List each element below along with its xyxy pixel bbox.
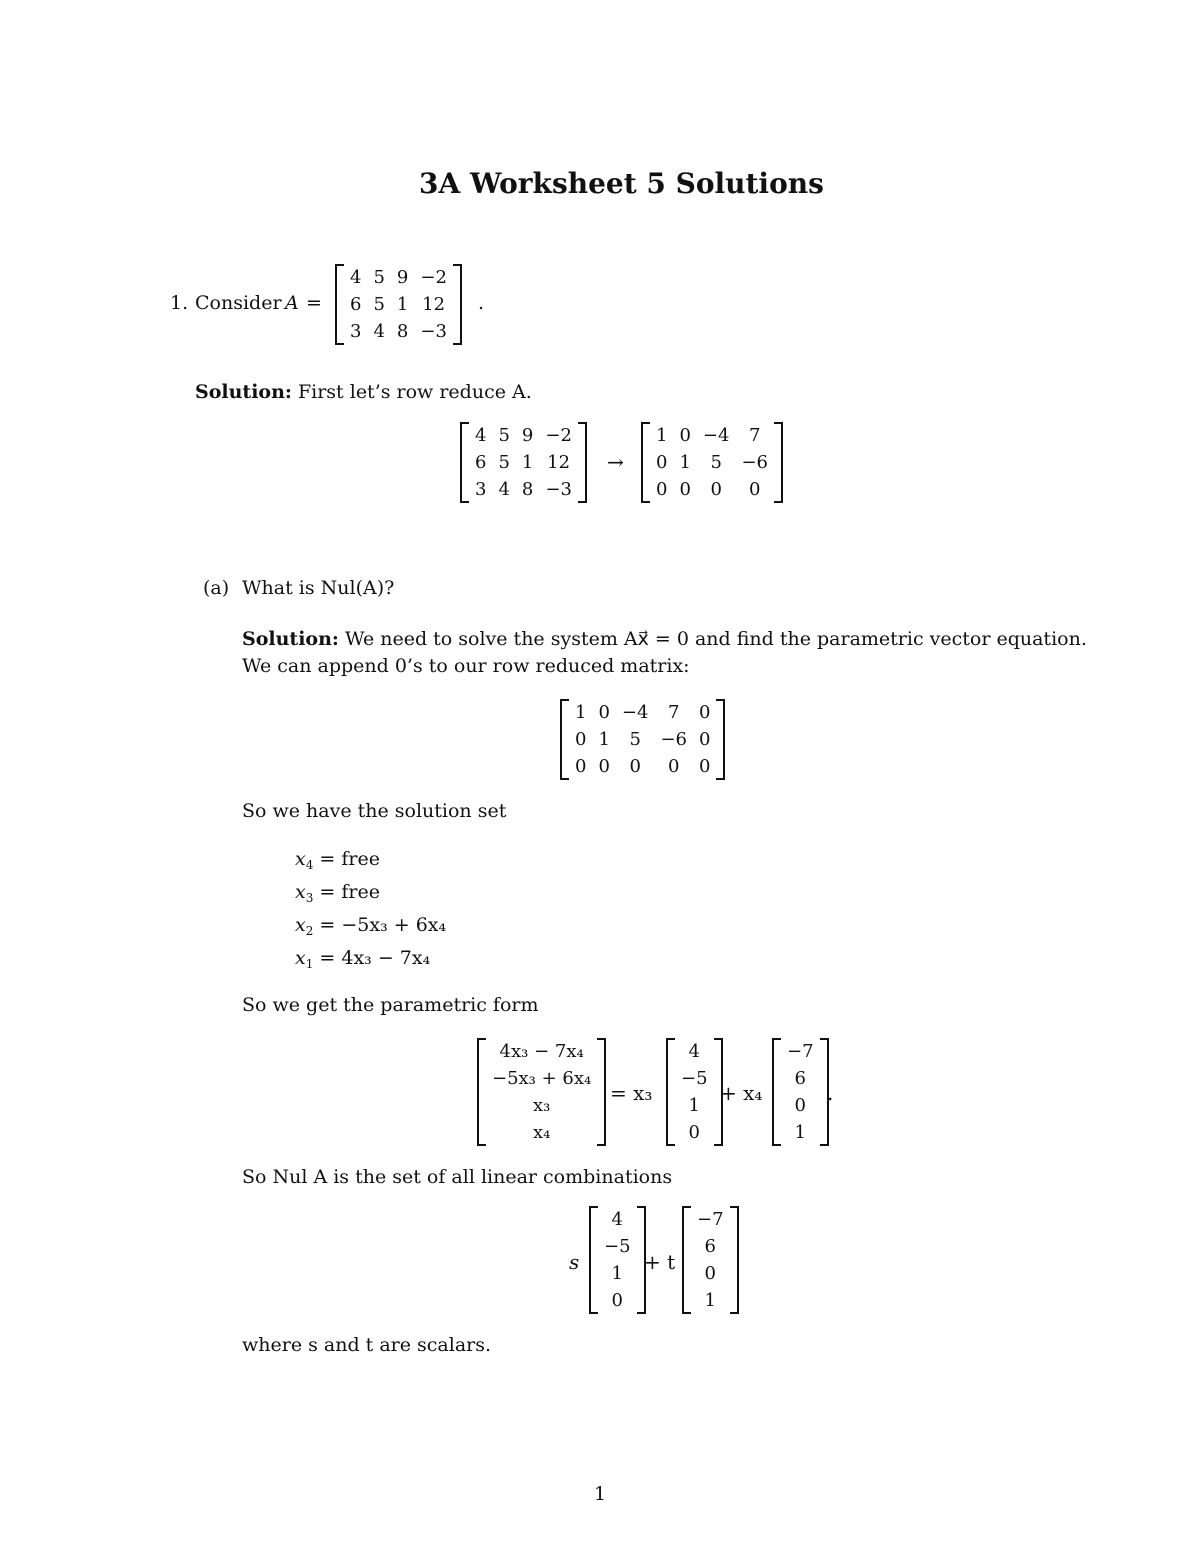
- problem-number: 1.: [170, 292, 189, 314]
- plus-x4: + x₄: [720, 1081, 763, 1105]
- matrix-entry: −2: [420, 267, 447, 288]
- matrix-row: [569, 753, 716, 780]
- matrix-entry: 0: [679, 479, 691, 500]
- vector-row: [598, 1206, 637, 1233]
- matrix-entry: 5: [710, 452, 722, 473]
- vector-row: [781, 1092, 820, 1119]
- matrix-entry: −6: [660, 729, 687, 750]
- equals-x3: = x₃: [610, 1081, 653, 1105]
- page-title: 3A Worksheet 5 Solutions: [419, 167, 824, 200]
- vector-entry: −5x₃ + 6x₄: [492, 1068, 592, 1089]
- vector-entry: −5: [681, 1068, 708, 1089]
- eq-lhs: x: [295, 881, 306, 903]
- matrix-entry: 5: [498, 452, 510, 473]
- param-vector: [477, 1038, 606, 1146]
- vector-row: [598, 1260, 637, 1287]
- vector-row: [675, 1119, 714, 1146]
- vector-row: [781, 1119, 820, 1146]
- matrix-entry: 4: [498, 479, 510, 500]
- solution1-label: Solution:: [195, 381, 292, 403]
- vector-row: [781, 1065, 820, 1092]
- vector-row: [675, 1038, 714, 1065]
- basis-vector-1: [666, 1038, 723, 1146]
- vector-row: [486, 1038, 597, 1065]
- matrix-entry: 4: [475, 425, 487, 446]
- page-number: 1: [594, 1483, 607, 1505]
- row-reduce-left-matrix: [460, 422, 587, 503]
- vector-row: [486, 1065, 597, 1092]
- matrix-row: [469, 476, 578, 503]
- matrix-entry: 1: [679, 452, 691, 473]
- vector-entry: 1: [688, 1095, 700, 1116]
- eq-lhs: x: [295, 848, 306, 870]
- left-matrix-table: [469, 422, 578, 503]
- matrix-var-a: A: [285, 292, 299, 314]
- matrix-row: [344, 318, 453, 345]
- matrix-row: [344, 264, 453, 291]
- matrix-row: [344, 291, 453, 318]
- matrix-entry: −3: [420, 321, 447, 342]
- matrix-entry: 0: [710, 479, 722, 500]
- matrix-entry: 5: [373, 267, 385, 288]
- vector-row: [675, 1092, 714, 1119]
- matrix-entry: −2: [545, 425, 572, 446]
- matrix-entry: 9: [521, 425, 534, 446]
- row-reduce-arrow: →: [607, 450, 624, 474]
- solution1-text: First let’s row reduce A.: [297, 381, 532, 403]
- matrix-entry: 3: [475, 479, 487, 500]
- matrix-row: [469, 422, 578, 449]
- nul-intro: So Nul A is the set of all linear combinations: [242, 1166, 673, 1188]
- consider-text: Consider: [195, 292, 282, 314]
- augmented-matrix: [560, 699, 725, 780]
- matrix-entry: 5: [498, 425, 510, 446]
- vector-entry: −5: [604, 1236, 631, 1257]
- matrix-a-table: [344, 264, 453, 345]
- matrix-row: [650, 449, 774, 476]
- vector-entry: 6: [704, 1236, 716, 1257]
- matrix-entry: 1: [575, 702, 587, 723]
- augmented-matrix-table: [569, 699, 716, 780]
- eq-sub: 3: [305, 891, 314, 905]
- eq-lhs: x: [295, 914, 306, 936]
- matrix-entry: 0: [598, 702, 610, 723]
- combo-vector-1: [589, 1206, 646, 1314]
- solution-set-intro: So we have the solution set: [242, 800, 507, 822]
- matrix-entry: 9: [396, 267, 409, 288]
- part-a-label: (a): [203, 577, 230, 599]
- vector-entry: 0: [794, 1095, 806, 1116]
- vector-row: [486, 1119, 597, 1146]
- vector-entry: −7: [697, 1209, 724, 1230]
- vector-row: [691, 1233, 730, 1260]
- vector-entry: 4x₃ − 7x₄: [499, 1041, 584, 1062]
- equation-x2: [295, 914, 446, 938]
- eq-rhs: = free: [319, 881, 380, 903]
- scalar-s: s: [569, 1250, 580, 1274]
- matrix-entry: 4: [350, 267, 362, 288]
- closing-text: where s and t are scalars.: [242, 1334, 492, 1356]
- plus-t: + t: [644, 1250, 676, 1274]
- append-text: We can append 0’s to our row reduced matrix:: [242, 655, 690, 677]
- matrix-entry: 7: [668, 702, 680, 723]
- part-a-solution-text: We need to solve the system Ax⃗ = 0 and find the parametric vector equation.: [344, 628, 1087, 650]
- matrix-entry: 0: [749, 479, 761, 500]
- vector-entry: −7: [787, 1041, 814, 1062]
- matrix-entry: 0: [629, 756, 641, 777]
- matrix-entry: 0: [699, 729, 711, 750]
- matrix-entry: 1: [598, 729, 610, 750]
- vector-row: [691, 1260, 730, 1287]
- basis-vector-2: [772, 1038, 829, 1146]
- matrix-entry: 7: [749, 425, 761, 446]
- vector-entry: 0: [611, 1290, 623, 1311]
- part-a-solution-label: Solution:: [242, 628, 339, 650]
- matrix-entry: −4: [702, 425, 730, 446]
- combo-vector-1-table: [598, 1206, 637, 1314]
- matrix-entry: 0: [575, 729, 587, 750]
- matrix-entry: 5: [373, 294, 385, 315]
- parametric-intro: So we get the parametric form: [242, 994, 539, 1016]
- combo-vector-2: [682, 1206, 739, 1314]
- basis-vector-2-table: [781, 1038, 820, 1146]
- vector-row: [781, 1038, 820, 1065]
- matrix-row: [650, 422, 774, 449]
- matrix-entry: 0: [575, 756, 587, 777]
- matrix-row: [569, 726, 716, 753]
- matrix-entry: 0: [699, 756, 711, 777]
- vector-entry: 1: [794, 1122, 806, 1143]
- equation-x4: [295, 848, 380, 872]
- vector-row: [691, 1206, 730, 1233]
- part-a-question: What is Nul(A)?: [242, 577, 395, 599]
- vector-row: [486, 1092, 597, 1119]
- matrix-entry: 5: [629, 729, 641, 750]
- param-vector-table: [486, 1038, 597, 1146]
- matrix-entry: 4: [373, 321, 385, 342]
- vector-entry: 4: [688, 1041, 700, 1062]
- solution1-line: [195, 381, 532, 403]
- vector-entry: 0: [688, 1122, 700, 1143]
- eq-rhs: = free: [319, 848, 380, 870]
- matrix-entry: 0: [699, 702, 711, 723]
- matrix-entry: 1: [396, 294, 409, 315]
- vector-row: [691, 1287, 730, 1314]
- matrix-entry: 0: [679, 425, 691, 446]
- matrix-entry: −3: [545, 479, 572, 500]
- matrix-row: [469, 449, 578, 476]
- matrix-entry: 6: [350, 294, 362, 315]
- matrix-entry: 0: [656, 452, 668, 473]
- matrix-entry: 0: [598, 756, 610, 777]
- matrix-entry: 12: [422, 294, 446, 315]
- vector-entry: 1: [611, 1263, 623, 1284]
- matrix-row: [650, 476, 774, 503]
- matrix-entry: 8: [396, 321, 409, 342]
- matrix-row: [569, 699, 716, 726]
- matrix-entry: 0: [668, 756, 680, 777]
- vector-row: [598, 1287, 637, 1314]
- matrix-entry: 6: [475, 452, 487, 473]
- matrix-entry: 8: [521, 479, 534, 500]
- part-a-solution-line: [242, 628, 1087, 650]
- matrix-entry: 12: [547, 452, 571, 473]
- matrix-a: [335, 264, 462, 345]
- vector-entry: 1: [704, 1290, 716, 1311]
- matrix-entry: 1: [521, 452, 534, 473]
- vector-row: [598, 1233, 637, 1260]
- basis-vector-1-table: [675, 1038, 714, 1146]
- matrix-entry: 0: [656, 479, 668, 500]
- matrix-entry: −4: [621, 702, 649, 723]
- equation-x1: [295, 947, 430, 971]
- vector-entry: x₄: [532, 1122, 551, 1143]
- eq-sub: 2: [305, 924, 314, 938]
- equation-x3: [295, 881, 380, 905]
- param-period: .: [827, 1081, 834, 1105]
- vector-entry: x₃: [532, 1095, 551, 1116]
- problem-period: .: [478, 292, 485, 314]
- matrix-entry: 1: [656, 425, 668, 446]
- vector-row: [675, 1065, 714, 1092]
- eq-lhs: x: [295, 947, 306, 969]
- vector-entry: 6: [794, 1068, 806, 1089]
- row-reduce-right-matrix: [641, 422, 783, 503]
- matrix-entry: −6: [741, 452, 768, 473]
- equals-sign: =: [306, 292, 322, 314]
- right-matrix-table: [650, 422, 774, 503]
- vector-entry: 0: [704, 1263, 716, 1284]
- matrix-entry: 3: [350, 321, 362, 342]
- vector-entry: 4: [611, 1209, 623, 1230]
- eq-sub: 4: [305, 858, 314, 872]
- combo-vector-2-table: [691, 1206, 730, 1314]
- eq-rhs: = −5x₃ + 6x₄: [319, 914, 447, 936]
- eq-sub: 1: [305, 957, 314, 971]
- eq-rhs: = 4x₃ − 7x₄: [319, 947, 431, 969]
